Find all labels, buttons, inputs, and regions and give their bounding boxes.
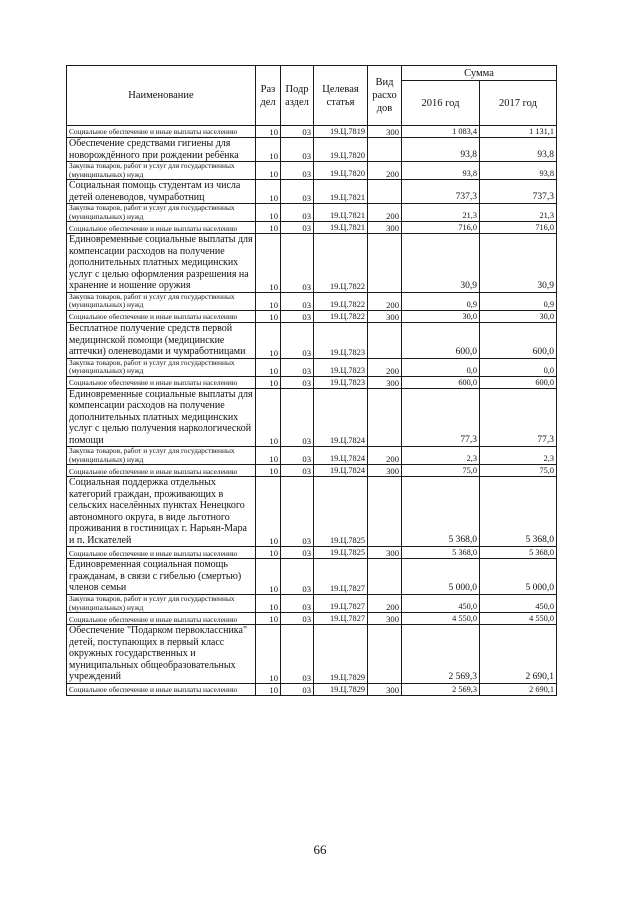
row-vid-cell: 300 — [368, 613, 402, 625]
row-podrazdel-cell: 03 — [281, 477, 314, 547]
row-sum-2017-cell: 1 131,1 — [480, 126, 557, 138]
row-celevaya-cell: 19.Ц.7829 — [314, 625, 368, 684]
row-razdel-cell: 10 — [256, 204, 281, 222]
row-razdel-cell: 10 — [256, 323, 281, 359]
row-name-cell: Единовременные социальные выплаты для компенсации расходов на получение дополнительных платных медицинских услуг с целью получения наркологической помощи — [67, 388, 256, 447]
row-celevaya-cell: 19.Ц.7820 — [314, 162, 368, 180]
row-celevaya-cell: 19.Ц.7822 — [314, 234, 368, 293]
row-name-cell: Социальное обеспечение и иные выплаты населению — [67, 465, 256, 477]
row-name-cell: Закупка товаров, работ и услуг для государственных (муниципальных) нужд — [67, 594, 256, 612]
row-sum-2016-cell: 5 368,0 — [402, 547, 480, 559]
row-celevaya-cell: 19.Ц.7823 — [314, 358, 368, 376]
row-vid-cell — [368, 234, 402, 293]
row-sum-2016-cell: 21,3 — [402, 204, 480, 222]
row-sum-2016-cell: 2 569,3 — [402, 625, 480, 684]
row-sum-2016-cell: 600,0 — [402, 323, 480, 359]
table-row — [67, 388, 557, 447]
row-celevaya-cell: 19.Ц.7827 — [314, 559, 368, 595]
row-celevaya-cell: 19.Ц.7827 — [314, 594, 368, 612]
row-name-cell: Социальное обеспечение и иные выплаты населению — [67, 547, 256, 559]
row-name-cell: Социальное обеспечение и иные выплаты населению — [67, 222, 256, 234]
table-row — [67, 126, 557, 138]
row-sum-2017-cell: 0,0 — [480, 358, 557, 376]
row-vid-cell: 200 — [368, 447, 402, 465]
row-name-cell: Закупка товаров, работ и услуг для государственных (муниципальных) нужд — [67, 358, 256, 376]
header-year-2017: 2017 год — [480, 81, 557, 126]
row-podrazdel-cell: 03 — [281, 126, 314, 138]
row-razdel-cell: 10 — [256, 477, 281, 547]
row-sum-2016-cell: 0,0 — [402, 358, 480, 376]
row-sum-2017-cell: 600,0 — [480, 376, 557, 388]
row-podrazdel-cell: 03 — [281, 376, 314, 388]
row-celevaya-cell: 19.Ц.7827 — [314, 613, 368, 625]
row-sum-2016-cell: 2,3 — [402, 447, 480, 465]
table-row — [67, 138, 557, 162]
header-name: Наименование — [67, 66, 256, 126]
row-celevaya-cell: 19.Ц.7829 — [314, 683, 368, 695]
row-sum-2016-cell: 75,0 — [402, 465, 480, 477]
row-name-cell: Социальное обеспечение и иные выплаты населению — [67, 683, 256, 695]
row-podrazdel-cell: 03 — [281, 625, 314, 684]
header-year-2016: 2016 год — [402, 81, 480, 126]
row-sum-2016-cell: 30,0 — [402, 311, 480, 323]
row-podrazdel-cell: 03 — [281, 683, 314, 695]
row-sum-2016-cell: 5 368,0 — [402, 477, 480, 547]
row-podrazdel-cell: 03 — [281, 465, 314, 477]
table-row — [67, 358, 557, 376]
row-razdel-cell: 10 — [256, 625, 281, 684]
table-row — [67, 180, 557, 204]
page-number: 66 — [313, 842, 327, 857]
row-name-cell: Обеспечение "Подарком первоклассника" детей, поступающих в первый класс окружных государственных и муниципальных общеобразовательных учреждений — [67, 625, 256, 684]
row-sum-2017-cell: 5 368,0 — [480, 547, 557, 559]
header-razdel: Раз дел — [256, 66, 281, 126]
header-vid: Вид расхо дов — [368, 66, 402, 126]
row-razdel-cell: 10 — [256, 447, 281, 465]
row-sum-2016-cell: 93,8 — [402, 138, 480, 162]
row-vid-cell — [368, 625, 402, 684]
row-vid-cell: 300 — [368, 222, 402, 234]
table-row — [67, 547, 557, 559]
row-sum-2017-cell: 716,0 — [480, 222, 557, 234]
row-sum-2016-cell: 5 000,0 — [402, 559, 480, 595]
row-name-cell: Социальная помощь студентам из числа детей оленеводов, чумработниц — [67, 180, 256, 204]
table-row — [67, 323, 557, 359]
row-celevaya-cell: 19.Ц.7821 — [314, 222, 368, 234]
row-celevaya-cell: 19.Ц.7819 — [314, 126, 368, 138]
row-sum-2016-cell: 716,0 — [402, 222, 480, 234]
row-podrazdel-cell: 03 — [281, 388, 314, 447]
budget-table — [66, 65, 557, 696]
header-podrazdel: Подр аздел — [281, 66, 314, 126]
row-sum-2017-cell: 93,8 — [480, 138, 557, 162]
row-razdel-cell: 10 — [256, 311, 281, 323]
row-podrazdel-cell: 03 — [281, 234, 314, 293]
row-sum-2016-cell: 2 569,3 — [402, 683, 480, 695]
row-sum-2016-cell: 737,3 — [402, 180, 480, 204]
row-celevaya-cell: 19.Ц.7821 — [314, 180, 368, 204]
row-vid-cell: 300 — [368, 126, 402, 138]
row-sum-2017-cell: 30,0 — [480, 311, 557, 323]
table-row — [67, 625, 557, 684]
row-vid-cell: 200 — [368, 594, 402, 612]
row-razdel-cell: 10 — [256, 126, 281, 138]
row-razdel-cell: 10 — [256, 547, 281, 559]
row-podrazdel-cell: 03 — [281, 594, 314, 612]
row-sum-2016-cell: 77,3 — [402, 388, 480, 447]
row-celevaya-cell: 19.Ц.7824 — [314, 465, 368, 477]
row-podrazdel-cell: 03 — [281, 222, 314, 234]
row-celevaya-cell: 19.Ц.7820 — [314, 138, 368, 162]
row-vid-cell: 300 — [368, 376, 402, 388]
row-vid-cell: 300 — [368, 547, 402, 559]
row-razdel-cell: 10 — [256, 138, 281, 162]
row-sum-2016-cell: 93,8 — [402, 162, 480, 180]
table-row — [67, 234, 557, 293]
row-name-cell: Социальное обеспечение и иные выплаты населению — [67, 613, 256, 625]
row-name-cell: Социальное обеспечение и иные выплаты населению — [67, 126, 256, 138]
row-razdel-cell: 10 — [256, 358, 281, 376]
row-sum-2017-cell: 600,0 — [480, 323, 557, 359]
row-sum-2016-cell: 30,9 — [402, 234, 480, 293]
row-podrazdel-cell: 03 — [281, 358, 314, 376]
table-row — [67, 613, 557, 625]
row-podrazdel-cell: 03 — [281, 613, 314, 625]
row-sum-2016-cell: 450,0 — [402, 594, 480, 612]
row-podrazdel-cell: 03 — [281, 292, 314, 310]
row-celevaya-cell: 19.Ц.7821 — [314, 204, 368, 222]
row-name-cell: Закупка товаров, работ и услуг для государственных (муниципальных) нужд — [67, 162, 256, 180]
row-celevaya-cell: 19.Ц.7824 — [314, 447, 368, 465]
row-name-cell: Социальная поддержка отдельных категорий граждан, проживающих в сельских населённых пунктах Ненецкого автономного округа, в виде льготного проживания в гостиницах г. Нарьян-Мара и п. Искателей — [67, 477, 256, 547]
row-celevaya-cell: 19.Ц.7823 — [314, 323, 368, 359]
row-sum-2017-cell: 5 000,0 — [480, 559, 557, 595]
table-row — [67, 683, 557, 695]
row-vid-cell: 300 — [368, 465, 402, 477]
table-row — [67, 465, 557, 477]
row-celevaya-cell: 19.Ц.7825 — [314, 477, 368, 547]
row-sum-2017-cell: 737,3 — [480, 180, 557, 204]
table-row — [67, 477, 557, 547]
table-row — [67, 447, 557, 465]
row-name-cell: Закупка товаров, работ и услуг для государственных (муниципальных) нужд — [67, 447, 256, 465]
row-sum-2017-cell: 2,3 — [480, 447, 557, 465]
table-row — [67, 222, 557, 234]
header-celevaya: Целевая статья — [314, 66, 368, 126]
row-podrazdel-cell: 03 — [281, 447, 314, 465]
row-celevaya-cell: 19.Ц.7823 — [314, 376, 368, 388]
row-celevaya-cell: 19.Ц.7825 — [314, 547, 368, 559]
row-sum-2017-cell: 5 368,0 — [480, 477, 557, 547]
table-row — [67, 292, 557, 310]
row-razdel-cell: 10 — [256, 465, 281, 477]
row-podrazdel-cell: 03 — [281, 204, 314, 222]
row-razdel-cell: 10 — [256, 613, 281, 625]
row-razdel-cell: 10 — [256, 222, 281, 234]
table-header — [67, 66, 557, 126]
row-vid-cell: 200 — [368, 162, 402, 180]
header-summa: Сумма — [402, 66, 557, 81]
row-sum-2017-cell: 4 550,0 — [480, 613, 557, 625]
row-podrazdel-cell: 03 — [281, 311, 314, 323]
row-sum-2016-cell: 4 550,0 — [402, 613, 480, 625]
row-razdel-cell: 10 — [256, 292, 281, 310]
row-vid-cell — [368, 477, 402, 547]
row-sum-2017-cell: 0,9 — [480, 292, 557, 310]
row-podrazdel-cell: 03 — [281, 323, 314, 359]
row-sum-2017-cell: 2 690,1 — [480, 625, 557, 684]
row-name-cell: Социальное обеспечение и иные выплаты населению — [67, 376, 256, 388]
table-row — [67, 594, 557, 612]
row-vid-cell — [368, 138, 402, 162]
row-name-cell: Обеспечение средствами гигиены для новорождённого при рождении ребёнка — [67, 138, 256, 162]
row-razdel-cell: 10 — [256, 388, 281, 447]
row-razdel-cell: 10 — [256, 376, 281, 388]
row-vid-cell — [368, 323, 402, 359]
row-vid-cell — [368, 388, 402, 447]
row-celevaya-cell: 19.Ц.7822 — [314, 311, 368, 323]
row-vid-cell: 200 — [368, 358, 402, 376]
row-razdel-cell: 10 — [256, 594, 281, 612]
header-row-1 — [67, 66, 557, 81]
row-name-cell: Бесплатное получение средств первой медицинской помощи (медицинские аптечки) оленеводами и чумработницами — [67, 323, 256, 359]
row-name-cell: Социальное обеспечение и иные выплаты населению — [67, 311, 256, 323]
table-row — [67, 311, 557, 323]
row-podrazdel-cell: 03 — [281, 162, 314, 180]
table-body — [67, 126, 557, 696]
row-podrazdel-cell: 03 — [281, 180, 314, 204]
row-name-cell: Закупка товаров, работ и услуг для государственных (муниципальных) нужд — [67, 292, 256, 310]
row-sum-2017-cell: 77,3 — [480, 388, 557, 447]
row-vid-cell: 200 — [368, 292, 402, 310]
table-row — [67, 376, 557, 388]
row-sum-2017-cell: 450,0 — [480, 594, 557, 612]
row-podrazdel-cell: 03 — [281, 547, 314, 559]
row-razdel-cell: 10 — [256, 234, 281, 293]
row-sum-2017-cell: 30,9 — [480, 234, 557, 293]
row-vid-cell — [368, 180, 402, 204]
row-vid-cell: 300 — [368, 683, 402, 695]
row-sum-2017-cell: 75,0 — [480, 465, 557, 477]
table-row — [67, 204, 557, 222]
row-name-cell: Закупка товаров, работ и услуг для государственных (муниципальных) нужд — [67, 204, 256, 222]
row-sum-2016-cell: 600,0 — [402, 376, 480, 388]
row-sum-2017-cell: 93,8 — [480, 162, 557, 180]
row-sum-2017-cell: 2 690,1 — [480, 683, 557, 695]
row-podrazdel-cell: 03 — [281, 138, 314, 162]
row-razdel-cell: 10 — [256, 559, 281, 595]
table-row — [67, 559, 557, 595]
row-celevaya-cell: 19.Ц.7822 — [314, 292, 368, 310]
row-name-cell: Единовременная социальная помощь гражданам, в связи с гибелью (смертью) членов семьи — [67, 559, 256, 595]
table-row — [67, 162, 557, 180]
row-vid-cell — [368, 559, 402, 595]
row-sum-2016-cell: 0,9 — [402, 292, 480, 310]
row-podrazdel-cell: 03 — [281, 559, 314, 595]
row-vid-cell: 300 — [368, 311, 402, 323]
row-razdel-cell: 10 — [256, 683, 281, 695]
row-vid-cell: 200 — [368, 204, 402, 222]
row-razdel-cell: 10 — [256, 180, 281, 204]
row-razdel-cell: 10 — [256, 162, 281, 180]
row-celevaya-cell: 19.Ц.7824 — [314, 388, 368, 447]
row-sum-2016-cell: 1 083,4 — [402, 126, 480, 138]
row-sum-2017-cell: 21,3 — [480, 204, 557, 222]
row-name-cell: Единовременные социальные выплаты для компенсации расходов на получение дополнительных платных медицинских услуг с целью оформления разрешения на хранение и ношение оружия — [67, 234, 256, 293]
